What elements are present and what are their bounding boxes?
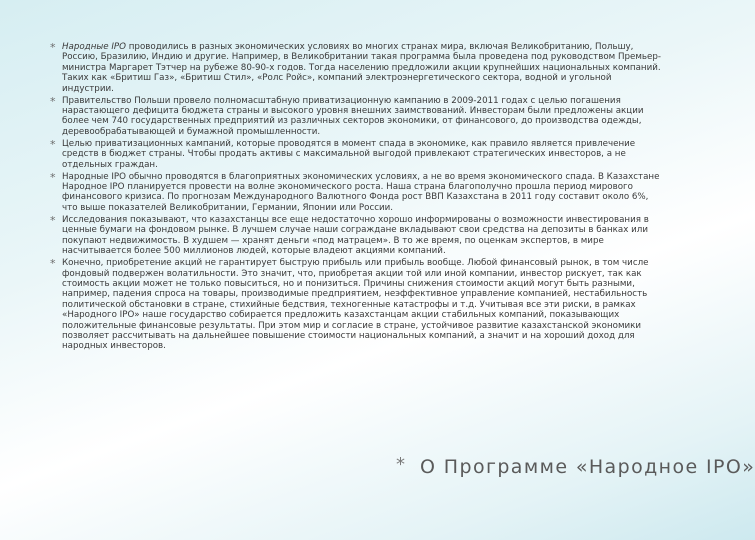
- bullet-text: Народные IPO обычно проводятся в благоприятных экономических условиях, а не во время экономического спада. В Казахстане Народное IPO планируется провести на волне экономического роста. Наша страна благополучно прошла период мирового финансового кризиса. По прогнозам Международного Валютного Фонда рост ВВП Казахстана в 2011 году составит около 6%, что выше показателей Великобритании, Германии, Японии или России.: [62, 171, 660, 213]
- bullet-text: Правительство Польши провело полномасштабную приватизационную кампанию в 2009-2011 годах с целью погашения нарастающего дефицита бюджета страны и высокого уровня внешних заимствований. Инвесторам были предложены акции более чем 740 государственных предприятий из различных секторов экономики, от финансового, до производства одежды, деревообрабатывающей и бумажной промышленности.: [62, 95, 644, 137]
- slide-title: О Программе «Народное IPO»: [420, 456, 755, 478]
- bullet-text: Целью приватизационных кампаний, которые проводятся в момент спада в экономике, как правило является привлечение средств в бюджет страны. Чтобы продать активы с максимальной выгодой привлекают стратегических инвесторов, а не отдельных граждан.: [62, 138, 636, 170]
- footer-marker-icon: *: [396, 454, 405, 475]
- bullet-text: Исследования показывают, что казахстанцы все еще недостаточно хорошо информированы о возможности инвестирования в ценные бумаги на фондовом рынке. В лучшем случае наши сограждане вкладывают свои средства на депозиты в банках или покупают недвижимость. В худшем — хранят деньги «под матрацем». В то же время, по оценкам экспертов, в мире насчитывается более 500 миллионов людей, которые владеют акциями компаний.: [62, 214, 649, 257]
- bullet-marker-icon: *: [50, 257, 56, 271]
- bullet-marker-icon: *: [50, 41, 56, 54]
- bullet-text: проводились в разных экономических условиях во многих странах мира, включая Великобританию, Польшу, Россию, Бразилию, Индию и другие. Например, в Великобритании такая программа была проведена под руководством Премьер-министра Маргарет Тэтчер на рубеже 80-90-х годов. Тогда населению предложили акции крупнейших национальных компаний. Таких как «Бритиш Газ», «Бритиш Стил», «Ролс Ройс», компаний электроэнергетического сектора, водной и угольной индустрии.: [62, 42, 662, 94]
- bullet-lead: Народные IPO: [62, 42, 126, 52]
- bullet-marker-icon: *: [50, 137, 56, 151]
- bullet-marker-icon: *: [50, 94, 56, 108]
- bullet-marker-icon: *: [50, 170, 56, 184]
- bullet-marker-icon: *: [50, 213, 56, 227]
- bullet-text: Конечно, приобретение акций не гарантирует быструю прибыль или прибыль вообще. Любой финансовый рынок, в том числе фондовый подвержен волатильности. Это значит, что, приобретая акции той или иной компании, инвестор рискует, так как стоимость акции может не только повыситься, но и понизиться. Причины снижения стоимости акций могут быть разными, например, падения спроса на товары, производимые предприятием, неэффективное управление компанией, нестабильность политической обстановки в стране, стихийные бедствия, техногенные катастрофы и т.д. Учитывая все эти риски, в рамках «Народного IPO» наше государство собирается предложить казахстанцам акции стабильных компаний, показывающих положительные финансовые результаты. При этом мир и согласие в стране, устойчивое развитие казахстанской экономики позволяет рассчитывать на дальнейшее повышение стоимости национальных компаний, а значит и на хороший доход для народных инвесторов.: [62, 258, 649, 352]
